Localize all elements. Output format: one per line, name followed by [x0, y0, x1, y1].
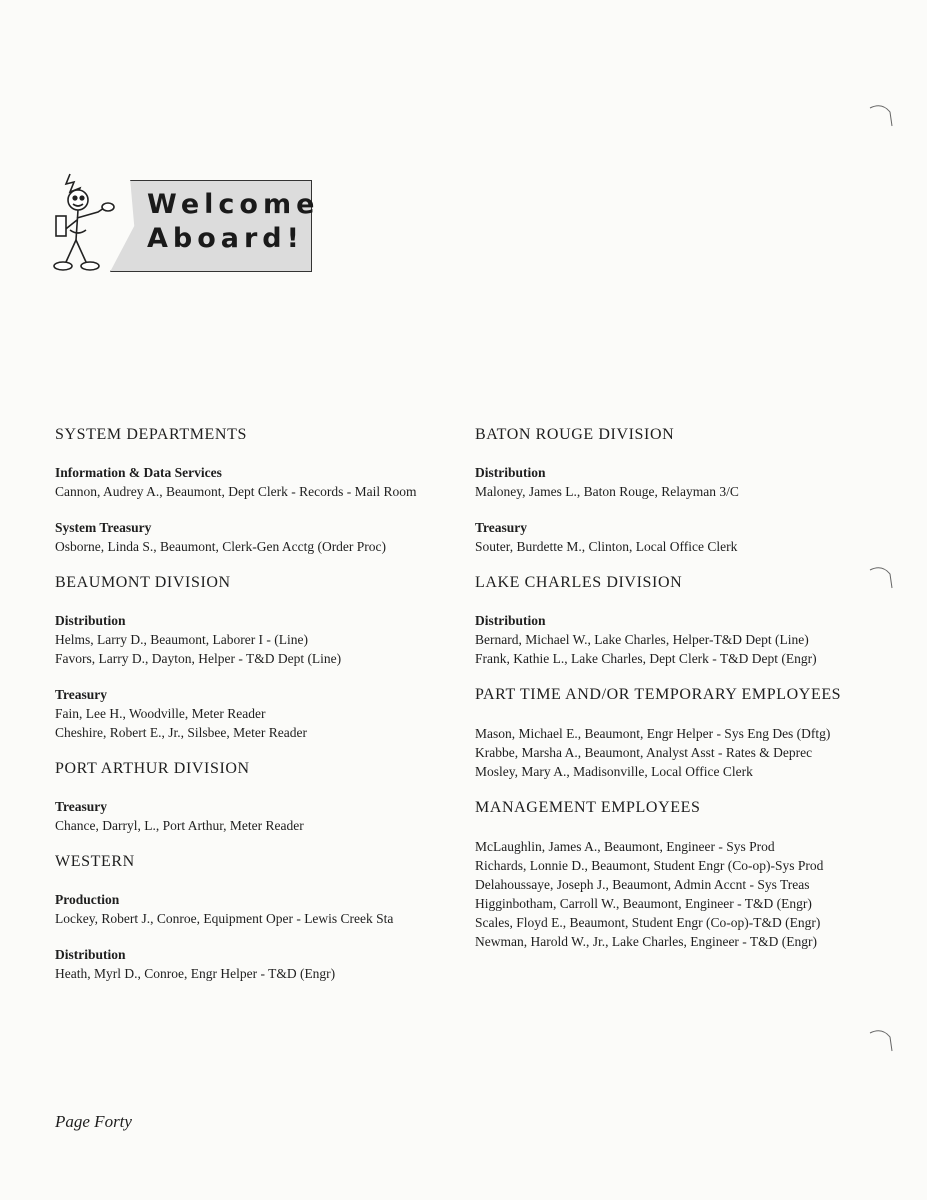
dept-group — [55, 686, 440, 742]
section-heading: MANAGEMENT EMPLOYEES — [475, 799, 701, 816]
employee-entry: Cheshire, Robert E., Jr., Silsbee, Meter Reader — [55, 725, 307, 740]
employee-entry: Cannon, Audrey A., Beaumont, Dept Clerk - Records - Mail Room — [55, 484, 417, 499]
employee-entry: Higginbotham, Carroll W., Beaumont, Engineer - T&D (Engr) — [475, 896, 812, 911]
section-heading: SYSTEM DEPARTMENTS — [55, 426, 247, 443]
banner-line-2: Aboard! — [147, 223, 304, 254]
group-title: Distribution — [55, 613, 126, 628]
section-heading: WESTERN — [55, 853, 135, 870]
punch-hole-mark — [868, 562, 896, 590]
dept-group — [55, 612, 440, 668]
employee-entry: Helms, Larry D., Beaumont, Laborer I - (Line) — [55, 632, 309, 647]
group-title: Distribution — [475, 465, 546, 480]
employee-entry: Richards, Lonnie D., Beaumont, Student Engr (Co-op)-Sys Prod — [475, 858, 824, 873]
banner-title — [147, 188, 320, 256]
employee-entry: Frank, Kathie L., Lake Charles, Dept Clerk - T&D Dept (Engr) — [475, 651, 817, 666]
group-title: Treasury — [55, 799, 107, 814]
dept-group — [55, 519, 440, 556]
employee-entry: Krabbe, Marsha A., Beaumont, Analyst Asst - Rates & Deprec — [475, 745, 813, 760]
section-heading: BATON ROUGE DIVISION — [475, 426, 675, 443]
employee-entry: Mason, Michael E., Beaumont, Engr Helper - Sys Eng Des (Dftg) — [475, 726, 831, 741]
employee-entry: Fain, Lee H., Woodville, Meter Reader — [55, 706, 266, 721]
employee-entry: McLaughlin, James A., Beaumont, Engineer - Sys Prod — [475, 839, 775, 854]
group-title: Distribution — [55, 947, 126, 962]
employee-entry: Bernard, Michael W., Lake Charles, Helper-T&D Dept (Line) — [475, 632, 809, 647]
employee-entry: Lockey, Robert J., Conroe, Equipment Oper - Lewis Creek Sta — [55, 911, 394, 926]
welcome-banner — [52, 170, 320, 280]
section-heading: LAKE CHARLES DIVISION — [475, 574, 683, 591]
group-title: Distribution — [475, 613, 546, 628]
right-column — [475, 426, 870, 969]
employee-entry: Maloney, James L., Baton Rouge, Relayman 3/C — [475, 484, 739, 499]
dept-group — [475, 837, 870, 951]
punch-hole-mark — [868, 100, 896, 128]
group-title: Production — [55, 892, 120, 907]
dept-group — [475, 464, 870, 501]
dept-group — [55, 946, 440, 983]
employee-entry: Newman, Harold W., Jr., Lake Charles, Engineer - T&D (Engr) — [475, 934, 818, 949]
dept-group — [55, 798, 440, 835]
employee-entry: Chance, Darryl, L., Port Arthur, Meter Reader — [55, 818, 304, 833]
section-heading: PORT ARTHUR DIVISION — [55, 760, 250, 777]
group-title: System Treasury — [55, 520, 152, 535]
group-title: Treasury — [55, 687, 107, 702]
left-column — [55, 426, 440, 1001]
employee-entry: Souter, Burdette M., Clinton, Local Office Clerk — [475, 539, 738, 554]
employee-entry: Scales, Floyd E., Beaumont, Student Engr (Co-op)-T&D (Engr) — [475, 915, 821, 930]
dept-group — [55, 891, 440, 928]
employee-entry: Heath, Myrl D., Conroe, Engr Helper - T&D (Engr) — [55, 966, 336, 981]
group-title: Treasury — [475, 520, 527, 535]
employee-entry: Osborne, Linda S., Beaumont, Clerk-Gen Acctg (Order Proc) — [55, 539, 387, 554]
employee-entry: Mosley, Mary A., Madisonville, Local Office Clerk — [475, 764, 753, 779]
dept-group — [475, 612, 870, 668]
page-footer: Page Forty — [55, 1112, 132, 1131]
employee-entry: Favors, Larry D., Dayton, Helper - T&D Dept (Line) — [55, 651, 342, 666]
banner-line-1: Welcome — [147, 189, 320, 220]
employee-entry: Delahoussaye, Joseph J., Beaumont, Admin Accnt - Sys Treas — [475, 877, 810, 892]
dept-group — [475, 724, 870, 781]
group-title: Information & Data Services — [55, 465, 222, 480]
dept-group — [475, 519, 870, 556]
section-heading: BEAUMONT DIVISION — [55, 574, 231, 591]
dept-group — [55, 464, 440, 501]
section-heading: PART TIME AND/OR TEMPORARY EMPLOYEES — [475, 686, 842, 703]
punch-hole-mark — [868, 1025, 896, 1053]
